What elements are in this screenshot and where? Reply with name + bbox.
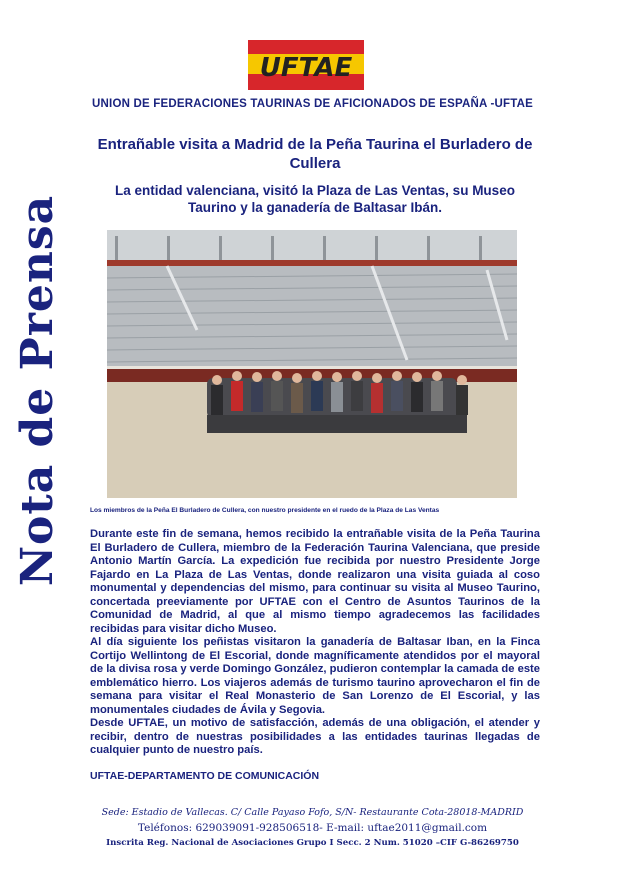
footer-registration: Inscrita Reg. Nacional de Asociaciones Grupo I Secc. 2 Num. 51020 –CIF G-86269750 bbox=[106, 838, 519, 848]
svg-text:UFTAE: UFTAE bbox=[259, 53, 353, 83]
headline: Entrañable visita a Madrid de la Peña Taurina el Burladero de Cullera bbox=[97, 136, 533, 172]
side-label-text: Nota de Prensa bbox=[12, 194, 64, 586]
subheadline: La entidad valenciana, visitó la Plaza de Las Ventas, su Museo Taurino y la ganadería de Baltasar Ibán. bbox=[115, 183, 515, 215]
department-signature: UFTAE-DEPARTAMENTO DE COMUNICACIÓN bbox=[90, 770, 320, 782]
footer-contact: Teléfonos: 629039091-928506518- E-mail: uftae2011@gmail.com bbox=[137, 822, 488, 834]
body-paragraph-3: Desde UFTAE, un motivo de satisfacción, además de una obligación, el atender y recibir, dentro de nuestras posibilidades a las entidades taurinas llegadas de cualquier punto de nuestro país. bbox=[90, 717, 540, 756]
bullring-group-photo bbox=[107, 230, 517, 498]
body-paragraph-2: Al día siguiente los peñistas visitaron la ganadería de Baltasar Iban, en la Finca Cortijo Wellintong de El Escorial, donde magníficamente atendidos por el mayoral de la divisa rosa y verde Domingo González, pudieron contemplar la camada de este emblemático hierro. Los viajeros además de turismo taurino aprovecharon el fin de semana para visitar el Real Monasterio de San Lorenzo de El Escorial, y las monumentales ciudades de Ávila y Segovia. bbox=[90, 636, 540, 716]
footer bbox=[0, 805, 625, 850]
organization-name: UNION DE FEDERACIONES TAURINAS DE AFICIONADOS DE ESPAÑA -UFTAE bbox=[92, 98, 533, 110]
article-body bbox=[90, 528, 540, 758]
footer-address: Sede: Estadio de Vallecas. C/ Calle Payaso Fofo, S/N- Restaurante Cota-28018-MADRID bbox=[101, 807, 524, 818]
uftae-logo bbox=[246, 40, 366, 92]
body-paragraph-1: Durante este fin de semana, hemos recibido la entrañable visita de la Peña Taurina El Burladero de Cullera, miembro de la Federación Taurina Valenciana, que preside Antonio Martín García. La expedición fue recibida por nuestro Presidente Jorge Fajardo en La Plaza de Las Ventas, donde realizaron una visita guiada al coso monumental y dependencias del mismo, para continuar su visita al Museo Taurino, concertada preeviamente por UFTAE con el Centro de Asuntos Taurinos de la Comunidad de Madrid, al que al mismo tiempo agradecemos las facilidades recibidas para visitar dicho Museo. bbox=[90, 528, 540, 635]
side-label bbox=[8, 190, 68, 590]
photo-caption: Los miembros de la Peña El Burladero de Cullera, con nuestro presidente en el ruedo de la Plaza de Las Ventas bbox=[90, 507, 440, 514]
